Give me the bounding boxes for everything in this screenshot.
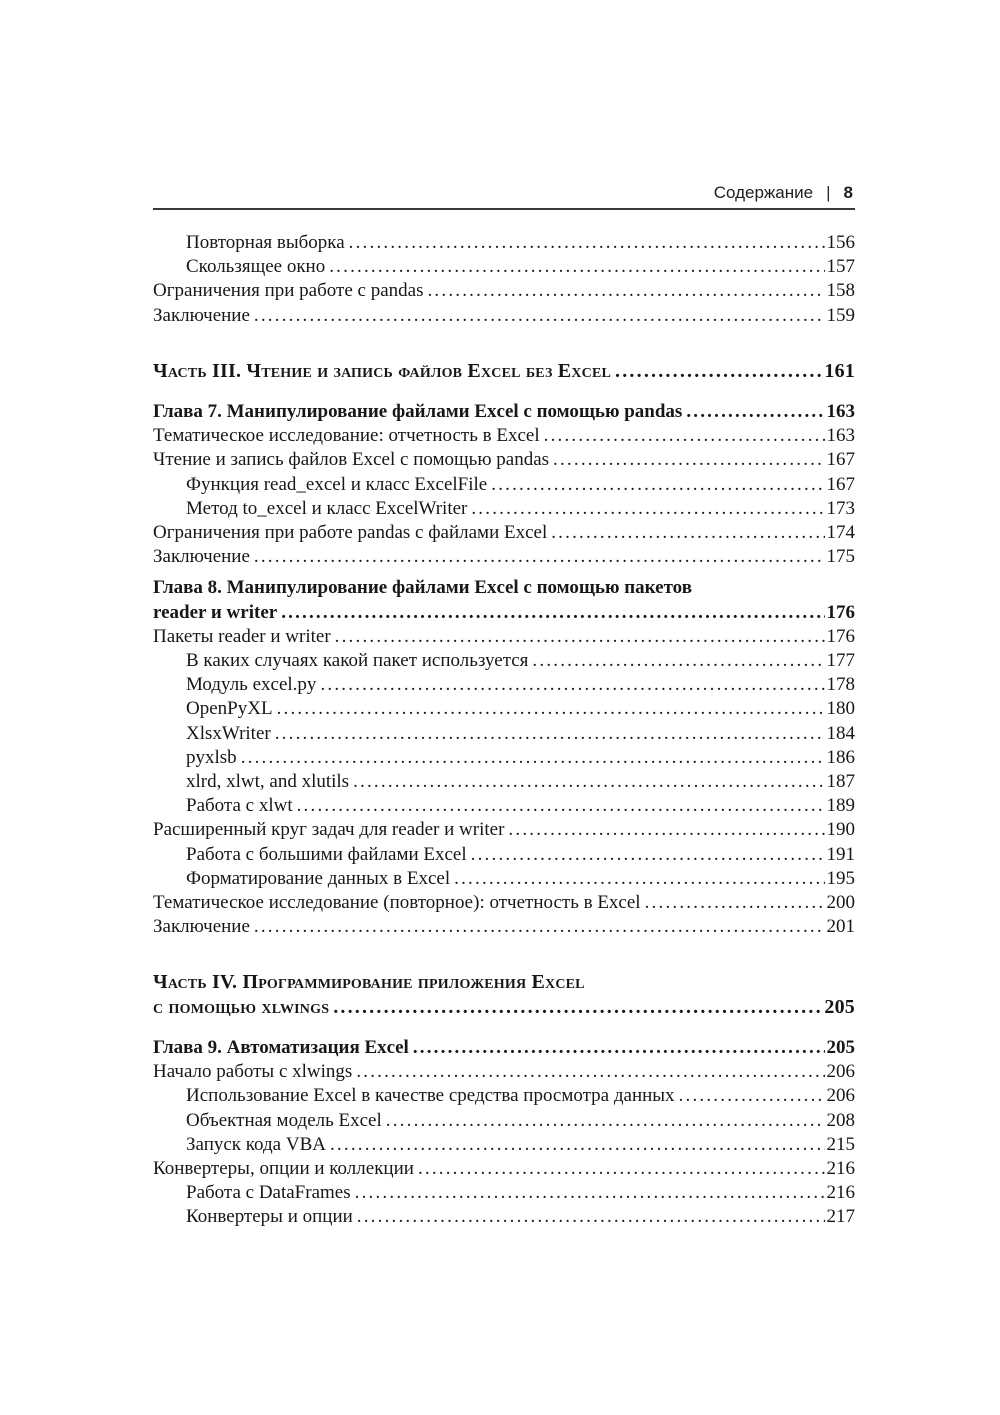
toc-entry-label: Объектная модель Excel bbox=[186, 1109, 382, 1131]
toc-entry-page: 206 bbox=[826, 1085, 855, 1107]
dot-leader bbox=[491, 473, 824, 497]
toc-entry-label: Использование Excel в качестве средства просмотра данных bbox=[186, 1085, 675, 1107]
dot-leader bbox=[254, 545, 825, 569]
dot-leader bbox=[615, 359, 822, 383]
dot-leader bbox=[254, 915, 825, 939]
toc-row bbox=[153, 970, 855, 994]
toc-entry-page: 157 bbox=[826, 256, 855, 278]
header-rule bbox=[153, 208, 855, 210]
toc-entry-page: 191 bbox=[826, 843, 855, 865]
header-separator: | bbox=[826, 183, 831, 202]
toc-row bbox=[153, 818, 855, 842]
toc-entry-label: Работа с большими файлами Excel bbox=[186, 843, 467, 865]
toc-row bbox=[153, 770, 855, 794]
toc-entry-page: 208 bbox=[826, 1109, 855, 1131]
toc-entry-label: Начало работы с xlwings bbox=[153, 1061, 353, 1083]
toc-entry-page: 174 bbox=[826, 522, 855, 544]
toc-entry-label: Работа с xlwt bbox=[186, 795, 293, 817]
toc-entry-page: 216 bbox=[826, 1157, 855, 1179]
toc-row bbox=[153, 649, 855, 673]
toc-entry-label: XlsxWriter bbox=[186, 722, 271, 744]
toc-row bbox=[153, 915, 855, 939]
toc-row bbox=[153, 1205, 855, 1229]
dot-leader bbox=[544, 424, 825, 448]
dot-leader bbox=[508, 818, 824, 842]
toc-entry-label: xlrd, xlwt, and xlutils bbox=[186, 771, 350, 793]
toc-row bbox=[153, 521, 855, 545]
dot-leader bbox=[349, 231, 825, 255]
toc-row bbox=[153, 424, 855, 448]
toc-entry-page: 190 bbox=[826, 819, 855, 841]
toc-entry-page: 201 bbox=[826, 916, 855, 938]
dot-leader bbox=[275, 722, 825, 746]
toc-row bbox=[153, 1157, 855, 1181]
toc-row bbox=[153, 625, 855, 649]
toc-entry-label: pyxlsb bbox=[186, 746, 237, 768]
toc-row bbox=[153, 1181, 855, 1205]
toc-row bbox=[153, 794, 855, 818]
dot-leader bbox=[357, 1205, 825, 1229]
toc-row bbox=[153, 279, 855, 303]
dot-leader bbox=[254, 304, 825, 328]
dot-leader bbox=[553, 448, 824, 472]
dot-leader bbox=[532, 649, 824, 673]
toc-entry-label: Часть III. Чтение и запись файлов Excel без Excel bbox=[153, 359, 612, 382]
toc-row bbox=[153, 497, 855, 521]
dot-leader bbox=[333, 995, 822, 1019]
toc-entry-label: Часть IV. Программирование приложения Excel bbox=[153, 971, 585, 994]
toc-entry-page: 173 bbox=[826, 497, 855, 519]
toc-row bbox=[153, 1036, 855, 1060]
toc-entry-page: 216 bbox=[826, 1182, 855, 1204]
toc-row bbox=[153, 304, 855, 328]
toc-entry-label: Функция read_excel и класс ExcelFile bbox=[186, 473, 488, 495]
toc-row bbox=[153, 1060, 855, 1084]
toc-entry-label: Заключение bbox=[153, 916, 250, 938]
dot-leader bbox=[679, 1084, 825, 1108]
dot-leader bbox=[320, 673, 824, 697]
toc-entry-label: Скользящее окно bbox=[186, 256, 326, 278]
toc-entry-page: 205 bbox=[824, 995, 855, 1018]
toc-entry-page: 187 bbox=[826, 771, 855, 793]
toc-entry-page: 195 bbox=[826, 867, 855, 889]
toc-entry-page: 189 bbox=[826, 795, 855, 817]
toc-entry-page: 163 bbox=[826, 401, 855, 423]
toc-entry-page: 158 bbox=[826, 280, 855, 302]
toc-entry-label: OpenPyXL bbox=[186, 698, 273, 720]
toc-entry-page: 161 bbox=[824, 359, 855, 382]
toc-entry-label: reader и writer bbox=[153, 601, 278, 623]
dot-leader bbox=[686, 400, 824, 424]
toc-row bbox=[153, 673, 855, 697]
toc-entry-page: 184 bbox=[826, 722, 855, 744]
toc-entry-label: Форматирование данных в Excel bbox=[186, 867, 451, 889]
toc-row bbox=[153, 448, 855, 472]
dot-leader bbox=[329, 255, 824, 279]
toc-row bbox=[153, 545, 855, 569]
toc-row bbox=[153, 400, 855, 424]
dot-leader bbox=[386, 1109, 825, 1133]
toc-entry-label: Запуск кода VBA bbox=[186, 1133, 326, 1155]
toc-row bbox=[153, 255, 855, 279]
toc-entry-label: Чтение и запись файлов Excel с помощью pandas bbox=[153, 449, 550, 471]
toc-entry-label: Конвертеры и опции bbox=[186, 1206, 353, 1228]
toc-entry-label: Глава 9. Автоматизация Excel bbox=[153, 1036, 409, 1058]
dot-leader bbox=[297, 794, 825, 818]
toc-row bbox=[153, 231, 855, 255]
toc-row bbox=[153, 843, 855, 867]
running-header bbox=[153, 183, 855, 203]
dot-leader bbox=[355, 1181, 825, 1205]
toc-entry-page: 156 bbox=[826, 232, 855, 253]
toc-entry-label: Ограничения при работе с pandas bbox=[153, 280, 424, 302]
toc-entry-label: В каких случаях какой пакет используется bbox=[186, 650, 529, 672]
dot-leader bbox=[418, 1157, 825, 1181]
toc-entry-label: Ограничения при работе pandas с файлами Excel bbox=[153, 522, 548, 544]
dot-leader bbox=[413, 1036, 825, 1060]
toc-row bbox=[153, 576, 855, 600]
page-number: 8 bbox=[843, 183, 853, 202]
toc-entry-label: Расширенный круг задач для reader и writer bbox=[153, 819, 505, 841]
toc-row bbox=[153, 1133, 855, 1157]
toc-entry-label: Пакеты reader и writer bbox=[153, 625, 331, 647]
dot-leader bbox=[356, 1060, 824, 1084]
toc-row bbox=[153, 473, 855, 497]
dot-leader bbox=[335, 625, 825, 649]
toc-row bbox=[153, 891, 855, 915]
toc-row bbox=[153, 1109, 855, 1133]
toc-entry-label: с помощью xlwings bbox=[153, 995, 330, 1018]
toc-entry-label: Глава 7. Манипулирование файлами Excel с помощью pandas bbox=[153, 401, 683, 423]
toc-entry-page: 180 bbox=[826, 698, 855, 720]
toc-entry-label: Глава 8. Манипулирование файлами Excel с помощью пакетов bbox=[153, 577, 692, 599]
dot-leader bbox=[471, 497, 824, 521]
dot-leader bbox=[454, 867, 824, 891]
toc-row bbox=[153, 746, 855, 770]
table-of-contents bbox=[153, 231, 855, 1230]
toc-entry-label: Заключение bbox=[153, 546, 250, 568]
dot-leader bbox=[281, 601, 824, 625]
toc-entry-page: 167 bbox=[826, 449, 855, 471]
toc-row bbox=[153, 1084, 855, 1108]
toc-entry-page: 205 bbox=[826, 1036, 855, 1058]
toc-entry-page: 215 bbox=[826, 1133, 855, 1155]
toc-entry-label: Повторная выборка bbox=[186, 232, 345, 253]
toc-entry-label: Тематическое исследование (повторное): отчетность в Excel bbox=[153, 892, 641, 914]
toc-entry-page: 176 bbox=[826, 601, 855, 623]
toc-entry-page: 175 bbox=[826, 546, 855, 568]
running-header-title: Содержание bbox=[713, 183, 814, 202]
dot-leader bbox=[353, 770, 824, 794]
toc-entry-label: Метод to_excel и класс ExcelWriter bbox=[186, 497, 468, 519]
toc-entry-page: 177 bbox=[826, 650, 855, 672]
toc-entry-page: 186 bbox=[826, 746, 855, 768]
dot-leader bbox=[551, 521, 824, 545]
dot-leader bbox=[427, 279, 824, 303]
toc-row bbox=[153, 697, 855, 721]
toc-entry-label: Тематическое исследование: отчетность в Excel bbox=[153, 425, 540, 447]
toc-row bbox=[153, 867, 855, 891]
dot-leader bbox=[241, 746, 825, 770]
toc-entry-page: 159 bbox=[826, 304, 855, 326]
toc-entry-label: Заключение bbox=[153, 304, 250, 326]
dot-leader bbox=[330, 1133, 825, 1157]
toc-entry-page: 163 bbox=[826, 425, 855, 447]
dot-leader bbox=[277, 697, 825, 721]
toc-entry-label: Работа с DataFrames bbox=[186, 1182, 351, 1204]
toc-entry-page: 217 bbox=[826, 1206, 855, 1228]
toc-entry-page: 167 bbox=[826, 473, 855, 495]
dot-leader bbox=[645, 891, 825, 915]
toc-row bbox=[153, 359, 855, 383]
toc-entry-page: 176 bbox=[826, 625, 855, 647]
toc-row bbox=[153, 722, 855, 746]
toc-entry-label: Модуль excel.py bbox=[186, 674, 317, 696]
toc-entry-label: Конвертеры, опции и коллекции bbox=[153, 1157, 414, 1179]
toc-entry-page: 200 bbox=[826, 892, 855, 914]
toc-entry-page: 178 bbox=[826, 674, 855, 696]
toc-row bbox=[153, 995, 855, 1019]
dot-leader bbox=[471, 843, 825, 867]
toc-entry-page: 206 bbox=[826, 1061, 855, 1083]
toc-row bbox=[153, 601, 855, 625]
